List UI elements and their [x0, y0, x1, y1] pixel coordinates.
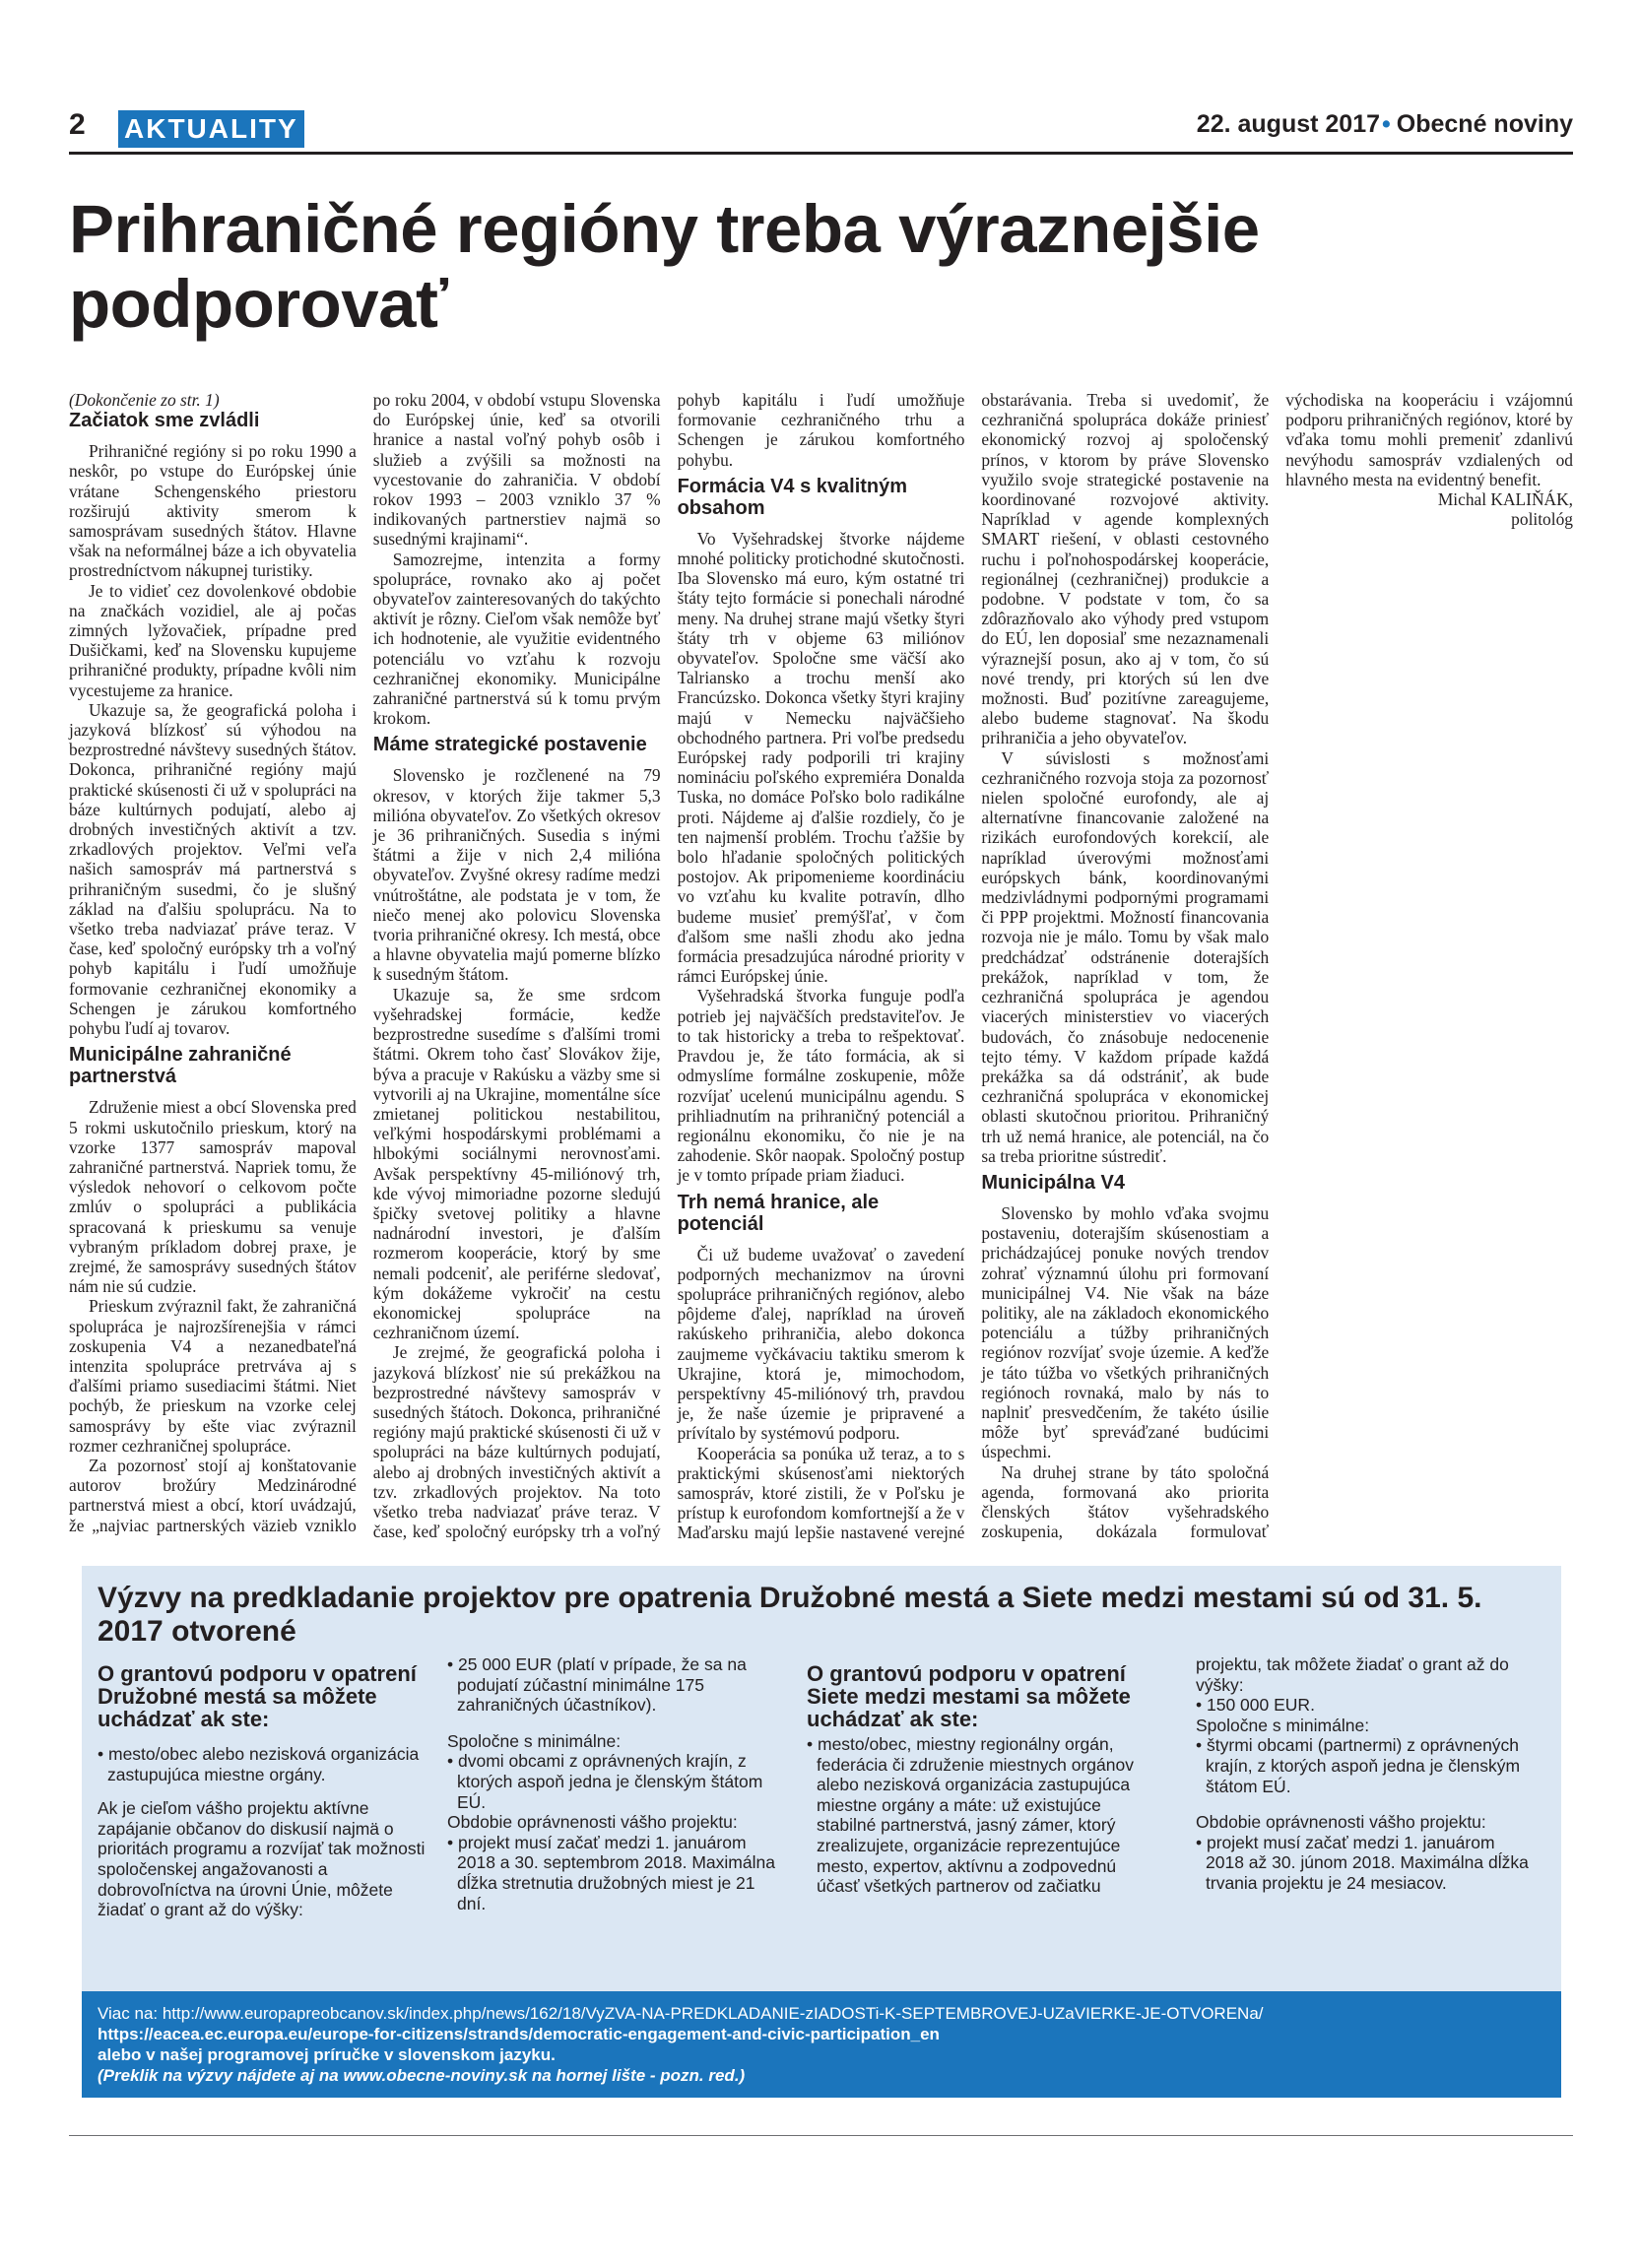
paragraph: Združenie miest a obcí Slovenska pred 5 rokmi uskutočnilo prieskum, ktorý na vzorke 1377 samospráv mapoval zahraničné partnerstvá. Napriek tomu, že výsledok nehovorí o celkovom počte zmlúv o spolupráci a publikácia spracovaná k prieskumu sa venuje vybraným príkladom dobrej praxe, je zrejmé, že samosprávy susedných štátov nám nie sú cudzie.: [69, 1097, 357, 1297]
article-body: [69, 390, 1573, 1547]
subhead: Začiatok sme zvládli: [69, 410, 260, 432]
box-column-2: [447, 1654, 777, 1923]
bullet-list: [1196, 1833, 1536, 1894]
paragraph: Prieskum zvýraznil fakt, že zahraničná spolupráca je najrozšírenejšia v rámci zoskupenia V4 a nezanedbateľná intenzita spolupráce pretrváva aj s ďalšími priamo susediacimi štátmi. Niet pochýb, že prieskum na vzorke celej samosprávy by ešte viac zvýraznil rozmer cezhraničnej spolupráce.: [69, 1296, 357, 1456]
paragraph: Prihraničné regióny si po roku 1990 a neskôr, po vstupe do Európskej únie vrátane Schengenského priestoru rozširujú aktivity smerom k samosprávam susedných štátov. Hlavne však na neformálnej báze a ich obyvatelia prostredníctvom nákupnej turistiky.: [69, 441, 357, 581]
guide-note: alebo v našej programovej príručke v slovenskom jazyku.: [98, 2045, 556, 2064]
article-headline: Prihraničné regióny treba výraznejšie podporovať: [69, 191, 1260, 342]
column-text: Spoločne s minimálne:: [447, 1730, 622, 1751]
column-text: Obdobie oprávnenosti vášho projektu:: [447, 1812, 738, 1833]
publication-name: Obecné noviny: [1396, 110, 1573, 138]
bullet-list: [1196, 1735, 1536, 1796]
paragraph: Je zrejmé, že geografická poloha i jazyková blízkosť nie sú prekážkou na bezprostredné návštevy samospráv v susedných štátoch. Dokonca, prihraničné regióny majú praktické skúsenosti či už v spolupráci na báze kultúrnych podujatí, alebo aj drobných investičných aktivít a tzv. zrkadlových projektov. Na toto všetko treba nadviazať práve teraz. V čase, keď spoločný európsky trh a voľný pohyb kapitálu i ľudí umožňuje formovanie cezhraničného trhu a Schengen je zárukou komfortného pohybu.: [372, 390, 965, 1542]
paragraph: Či už budeme uvažovať o zavedení podporných mechanizmov na úrovni spolupráce prihraničných regiónov, alebo pôjdeme ďalej, napríklad na úroveň rakúskeho prihraničia, alebo dokonca zaujmeme vyčkávaciu taktiku smerom k Ukrajine, ktorá je, mimochodom, perspektívny 45-miliónový trh, pravdou je, že naše územie je pripravené a prívítalo by systémovú podporu.: [677, 1244, 965, 1444]
editor-note: (Preklik na výzvy nájdete aj na www.obecne-noviny.sk na hornej lište - pozn. red.): [98, 2066, 746, 2085]
bullet-list: [447, 1654, 777, 1716]
column-text: Ak je cieľom vášho projektu aktívne zapájanie občanov do diskusií najmä o prioritách programu a rozvíjať tak možnosti spoločenskej angažovanosti a dobrovoľníctva na úrovni Únie, môžete žiadať o grant až do výšky:: [98, 1798, 426, 1920]
bullet-list: [98, 1744, 427, 1784]
bullet-item: • 150 000 EUR.: [1196, 1695, 1536, 1716]
box-column-4: [1196, 1654, 1536, 1904]
bullet-item: • mesto/obec, miestny regionálny orgán, federácia či združenie miestnych orgánov alebo nezisková organizácia zastupujúca miestne orgány a máte: už existujúce stabilné partnerstvá, jasný zámer, ktorý zrealizujete, organizácie reprezentujúce mesto, expertov, aktívnu a zodpovednú účasť všetkých partnerov od začiatku: [807, 1734, 1137, 1897]
subhead: Municipálne zahraničné partnerstvá: [69, 1044, 292, 1088]
bullet-list: [1196, 1695, 1536, 1716]
box-column-3: [807, 1662, 1137, 1907]
issue-date: 22. august 2017: [1196, 110, 1381, 138]
paragraph: Za pozornosť stojí aj konštatovanie autorov brožúry Medzinárodné partnerstvá miest a obcí, ktorí uvádzajú, že „najviac partnerských väzieb vzniklo po roku 2004, v období vstupu Slovenska do Európskej únie, keď sa otvorili hranice a nastal voľný pohyb osôb i služieb a zvýšili sa možnosti na vycestovanie do zahraničia. V období rokov 1993 – 2003 vzniklo 37 % indikovaných partnerstiev najmä so susednými krajinami“.: [69, 390, 661, 1535]
page-header: [69, 106, 1573, 155]
bullet-list: [807, 1734, 1137, 1897]
bullet-list: [447, 1833, 777, 1913]
paragraph: V súvislosti s možnosťami cezhraničného rozvoja stoja za pozornosť nielen spoločné eurofondy, ale aj alternatívne financovanie založené na rizikách eurofondových korekcií, ale napríklad úverovými možnosťami európskych bánk, koordinovanými medzivládnymi podpornými programami či PPP projektmi. Možností financovania rozvoja nie je málo. Tomu by však malo predchádzať odstránenie doterajších prekážok, napríklad v tom, že cezhraničná spolupráca je agendou viacerých ministerstiev vo viacerých budovách, čo znásobuje nedocenenie tejto témy. V každom prípade každá prekážka sa dá odstrániť, ak bude cezhraničná spolupráca v ekonomickej oblasti skutočnou prioritou. Prihraničný trh už nemá hranice, ale potenciál, na čo sa treba prioritne sústrediť.: [981, 747, 1270, 1166]
subhead: Formácia V4 s kvalitným obsahom: [677, 475, 908, 519]
column-text: Spoločne s minimálne:: [1196, 1715, 1370, 1735]
subhead: Municipálna V4: [981, 1171, 1125, 1194]
column-text: projektu, tak môžete žiadať o grant až do výšky:: [1196, 1654, 1509, 1695]
paragraph: Na druhej strane by táto spoločná agenda, formovaná ako priorita členských štátov vyšehradského zoskupenia, dokázala formulovať východiska na kooperáciu i vzájomnú podporu prihraničných regiónov, ktoré by vďaka tomu mohli premeniť zdanlivú nevýhodu samospráv vzdialených od hlavného mesta na evidentný benefit.: [981, 390, 1573, 1542]
grant-info-box: [82, 1566, 1561, 2098]
paragraph: Samozrejme, intenzita a formy spolupráce, rovnako ako aj počet obyvateľov zainteresovaných do takýchto aktivít je rôzny. Cieľom však nemôže byť ich hodnotenie, ale využitie evidentného potenciálu vo vzťahu k rozvoju cezhraničnej ekonomiky. Municipálne zahraničné partnerstvá sú k tomu prvým krokom.: [372, 549, 661, 729]
author-name: Michal KALIŇÁK,: [1437, 489, 1573, 510]
page-number: 2: [69, 108, 86, 141]
links-bar: [82, 1991, 1561, 2098]
box-column-1: [98, 1662, 427, 1930]
bullet-list: [447, 1751, 777, 1812]
paragraph: Vo Vyšehradskej štvorke nájdeme mnohé politicky protichodné skutočnosti. Iba Slovensko má euro, kým ostatné tri štáty tejto formácie si ponechali národné meny. Na druhej strane majú všetky štyri štáty trh v objeme 63 miliónov obyvateľov. Spoločne sme väčší ako Talriansko a trochu menší ako Francúzsko. Dokonca všetky štyri krajiny majú v Nemecku najväčšieho obchodného partnera. Pri voľbe predsedu Európskej rady podporili tri krajiny nomináciu poľského expremiéra Donalda Tuska, no domáce Poľsko bolo radikálne proti. Nájdeme aj ďalšie rozdiely, čo je ten najmenší problém. Trochu ťažšie by bolo hľadanie spoločných politických postojov. Ak pripomenieme koordináciu vo vzťahu ku kvalite potravín, dlho budeme musieť premýšľať, v čom ďalšom sme našli zhodu ako jedna formácia presadzujúca národné priority v rámci Európskej únie.: [677, 528, 965, 987]
separator-dot: •: [1382, 110, 1391, 138]
column-heading: O grantovú podporu v opatrení Siete medzi mestami sa môžete uchádzať ak ste:: [807, 1661, 1131, 1731]
more-info-link[interactable]: Viac na: http://www.europapreobcanov.sk/index.php/news/162/18/VyZVA-NA-PREDKLADANIE-zIADOSTi-K-SEPTEMBROVEJ-UZaVIERKE-JE-OTVORENa/: [98, 2004, 1264, 2023]
subhead: Trh nemá hranice, ale potenciál: [677, 1191, 880, 1235]
author-role: politológ: [1511, 509, 1573, 530]
eacea-link[interactable]: https://eacea.ec.europa.eu/europe-for-citizens/strands/democratic-engagement-and-civic-participation_en: [98, 2025, 940, 2043]
bullet-item: • projekt musí začať medzi 1. januárom 2018 a 30. septembrom 2018. Maximálna dĺžka stretnutia družobných miest je 21 dní.: [447, 1833, 777, 1913]
bullet-item: • dvomi obcami z oprávnených krajín, z ktorých aspoň jedna je členským štátom EÚ.: [447, 1751, 777, 1812]
column-text: Obdobie oprávnenosti vášho projektu:: [1196, 1812, 1486, 1833]
section-label: AKTUALITY: [118, 110, 304, 148]
bullet-item: • štyrmi obcami (partnermi) z oprávnených krajín, z ktorých aspoň jedna je členským štátom EÚ.: [1196, 1735, 1536, 1796]
bullet-item: • 25 000 EUR (platí v prípade, že sa na podujatí zúčastní minimálne 175 zahraničných účastníkov).: [447, 1654, 777, 1716]
subhead: Máme strategické postavenie: [372, 734, 647, 756]
column-heading: O grantovú podporu v opatrení Družobné mestá sa môžete uchádzať ak ste:: [98, 1661, 417, 1731]
issue-info: [1197, 110, 1573, 139]
paragraph: Ukazuje sa, že sme srdcom vyšehradskej formácie, kedže bezprostredne susedíme s ďalšími tromi štátmi. Okrem toho časť Slovákov žije, býva a pracuje v Rakúsku a väzby sme si vytvorili aj na Ukrajine, momentálne síce zmietanej politickou nestabilitou, veľkými hospodárskymi problémami a hlbokými sociálnymi nerovnosťami. Avšak perspektívny 45-miliónový trh, kde vývoj mimoriadne pozorne sledujú špičky svetovej politiky a hlavne nadnárodní investori, je ďalším rozmerom kooperácie, ktorý by sme nemali podceniť, ale periférne sledovať, kým dokážeme vykročiť na cestu ekonomickej spolupráce na cezhraničnom území.: [372, 984, 661, 1343]
continuation-note: (Dokončenie zo str. 1): [69, 390, 220, 410]
bullet-item: • projekt musí začať medzi 1. januárom 2018 až 30. júnom 2018. Maximálna dĺžka trvania projektu je 24 mesiacov.: [1196, 1833, 1536, 1894]
bullet-item: • mesto/obec alebo nezisková organizácia zastupujúca miestne orgány.: [98, 1744, 427, 1784]
paragraph: Slovensko je rozčlenené na 79 okresov, v ktorých žije takmer 5,3 milióna obyvateľov. Zo všetkých okresov je 36 prihraničných. Susedia s inými štátmi a žije v nich 2,4 milióna obyvateľov. Zvyšné okresy radíme medzi vnútroštátne, ale podstata je v tom, že niečo menej ako polovicu Slovenska tvoria prihraničné okresy. Ich mestá, obce a hlavne obyvatelia majú pomerne blízko k susedným štátom.: [372, 765, 661, 985]
paragraph: Kooperácia sa ponúka už teraz, a to s praktickými skúsenosťami niektorých samospráv, ktoré zistili, že v Poľsku je prístup k eurofondom komfortnejší a že v Maďarsku majú lepšie nastavené verejné obstarávania. Treba si uvedomiť, že cezhraničná spolupráca dokáže priniesť ekonomický rozvoj aj spoločenský prínos, v ktorom by práve Slovensko využilo svoje strategické postavenie na koordinované rozvojové aktivity. Napríklad v agende komplexných SMART riešení, v oblasti cestovného ruchu i poľnohospodárskej kooperácie, regionálnej (cezhraničnej) produkcie a podobne. V podstate v tom, čo sa zdôrazňovalo ako výhody pred vstupom do EÚ, len doposiaľ sme nezaznamenali výraznejší posun, ako aj v tom, čo sú nové trendy, pri ktorých sú len dve možnosti. Buď pozitívne zareagujeme, alebo budeme stagnovať. Na škodu prihraničia a jeho obyvateľov.: [677, 390, 1270, 1543]
paragraph: Vyšehradská štvorka funguje podľa potrieb jej najväčších predstaviteľov. Je to tak historicky a treba to rešpektovať. Pravdou je, že táto formácia, ak si odmyslíme formálne zoskupenie, môže rozvíjať ucelenú municipálnu agendu. S prihliadnutím na prihraničný potenciál a regionálnu ekonomiku, čo nie je na zahodenie. Skôr naopak. Spoločný postup je v tomto prípade priam žiaduci.: [677, 986, 965, 1186]
paragraph: Je to vidieť cez dovolenkové obdobie na značkách vozidiel, ale aj počas zimných lyžovačiek, prípadne pred Dušičkami, keď na Slovensku kupujeme prihraničné produkty, prípadne kvôli nim vycestujeme za hranice.: [69, 580, 357, 700]
paragraph: Slovensko by mohlo vďaka svojmu postaveniu, doterajším skúsenostiam a prichádzajúcej ponuke nových trendov zohrať významnú úlohu pri formovaní municipálnej V4. Nie však na báze politiky, ale na základoch ekonomického potenciálu a túžby prihraničných regiónov rozvíjať svoje územie. A keďže je táto túžba vo všetkých prihraničných regiónoch rovnaká, malo by nás to naplniť presvedčením, že takéto úsilie môže byť spreváďzané budúcimi úspechmi.: [981, 1202, 1270, 1462]
box-title: Výzvy na predkladanie projektov pre opatrenia Družobné mestá a Siete medzi mestami sú od 31. 5. 2017 otvorené: [98, 1582, 1482, 1648]
paragraph: Ukazuje sa, že geografická poloha i jazyková blízkosť sú výhodou na bezprostredné návštevy susedných štátov. Dokonca, prihraničné regióny majú praktické skúsenosti či už v spolupráci na báze kultúrnych podujatí, alebo aj drobných investičných aktivít a tzv. zrkadlových projektov. Veľmi veľa našich samospráv má partnerstvá s prihraničným susedmi, čo je slušný základ na ďalšiu spoluprácu. Na to všetko treba nadviazať práve teraz. V čase, keď spoločný európsky trh a voľný pohyb kapitálu i ľudí umožňuje formovanie cezhraničnej ekonomiky a Schengen je zárukou komfortného pohybu ľudí aj tovarov.: [69, 699, 357, 1039]
footer-divider: [69, 2135, 1573, 2136]
